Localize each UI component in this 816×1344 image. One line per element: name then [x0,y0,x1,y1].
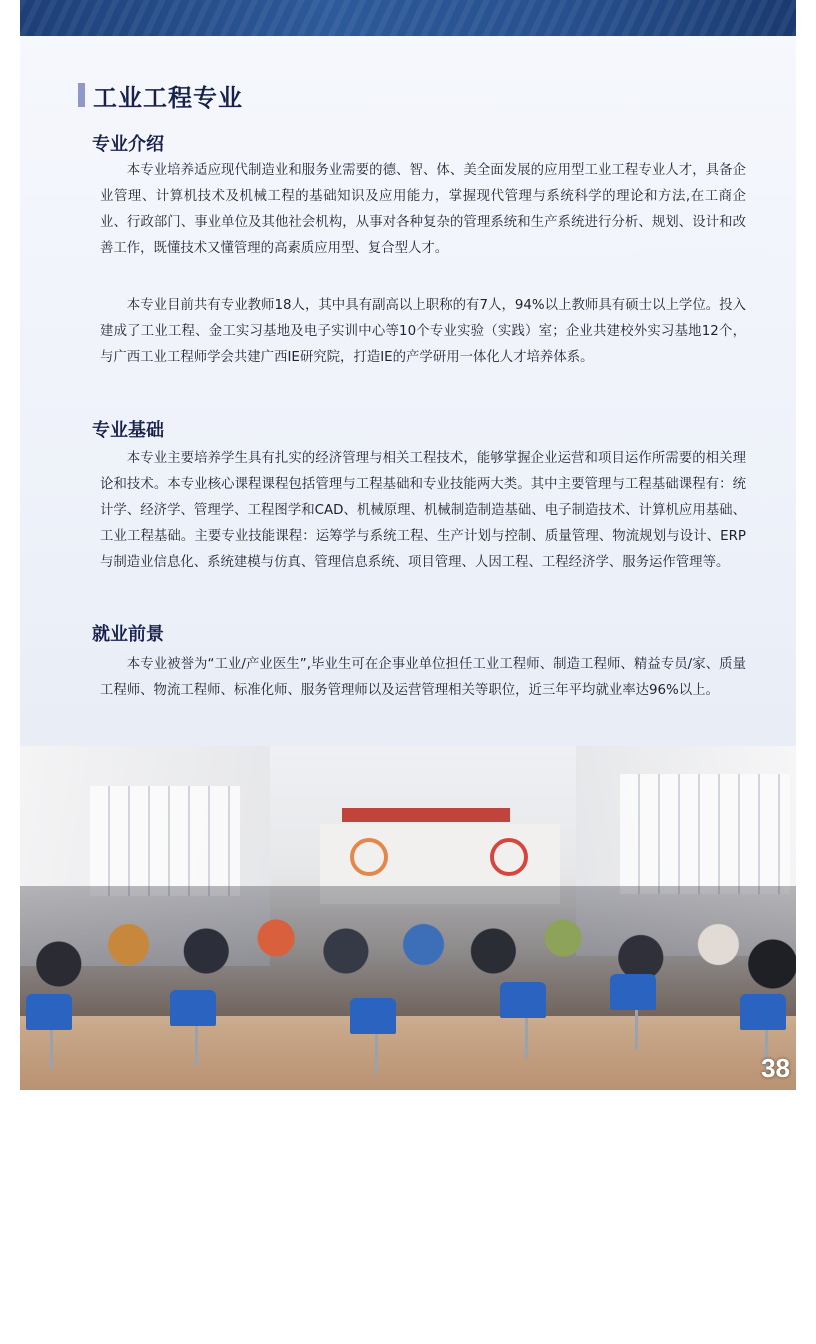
photo-chair [26,994,72,1030]
brochure-page [20,0,796,1090]
photo-logo-circle [490,838,528,876]
foundation-paragraph: 本专业主要培养学生具有扎实的经济管理与相关工程技术，能够掌握企业运营和项目运作所需要的相关理论和技术。本专业核心课程课程包括管理与工程基础和专业技能两大类。其中主要管理与工程基础课程有：统计学、经济学、管理学、工程图学和CAD、机械原理、机械制造制造基础、电子制造技术、计算机应用基础、工业工程基础。主要专业技能课程：运筹学与系统工程、生产计划与控制、质量管理、物流规划与设计、ERP与制造业信息化、系统建模与仿真、管理信息系统、项目管理、人因工程、工程经济学、服务运作管理等。 [100,451,746,570]
section-heading-career: 就业前景 [92,624,164,645]
page-title: 工业工程专业 [93,83,243,112]
photo-chair [170,990,216,1026]
photo-chair [740,994,786,1030]
photo-logo-circle [350,838,388,876]
photo-chair-leg [635,1010,638,1050]
photo-chair-leg [50,1030,53,1070]
section-heading-intro: 专业介绍 [92,134,164,155]
header-band [20,0,796,36]
photo-window-left [90,786,240,896]
intro-paragraph-1: 本专业培养适应现代制造业和服务业需要的德、智、体、美全面发展的应用型工业工程专业人才，具备企业管理、计算机技术及机械工程的基础知识及应用能力，掌握现代管理与系统科学的理论和方法,在工商企业、行政部门、事业单位及其他社会机构，从事对各种复杂的管理系统和生产系统进行分析、规划、设计和改善工作，既懂技术又懂管理的高素质应用型、复合型人才。 [100,163,746,256]
photo-banner [342,808,510,822]
photo-chair-leg [375,1034,378,1074]
title-accent-bar [78,83,85,107]
classroom-photo [20,746,796,1090]
photo-chair-leg [525,1018,528,1058]
career-paragraph: 本专业被誉为“工业/产业医生”,毕业生可在企事业单位担任工业工程师、制造工程师、精益专员/家、质量工程师、物流工程师、标准化师、服务管理师以及运营管理相关等职位，近三年平均就业率达96%以上。 [100,657,746,698]
photo-chair [350,998,396,1034]
photo-students [20,886,796,1016]
title-row [78,80,243,110]
page-number: 38 [761,1053,790,1083]
intro-paragraph-2: 本专业目前共有专业教师18人，其中具有副高以上职称的有7人，94%以上教师具有硕士以上学位。投入建成了工业工程、金工实习基地及电子实训中心等10个专业实验（实践）室；企业共建校外实习基地12个，与广西工业工程师学会共建广西IE研究院，打造IE的产学研用一体化人才培养体系。 [100,298,746,365]
photo-chair [610,974,656,1010]
photo-window-right [620,774,790,894]
photo-chair [500,982,546,1018]
photo-chair-leg [195,1026,198,1066]
section-heading-foundation: 专业基础 [92,420,164,441]
